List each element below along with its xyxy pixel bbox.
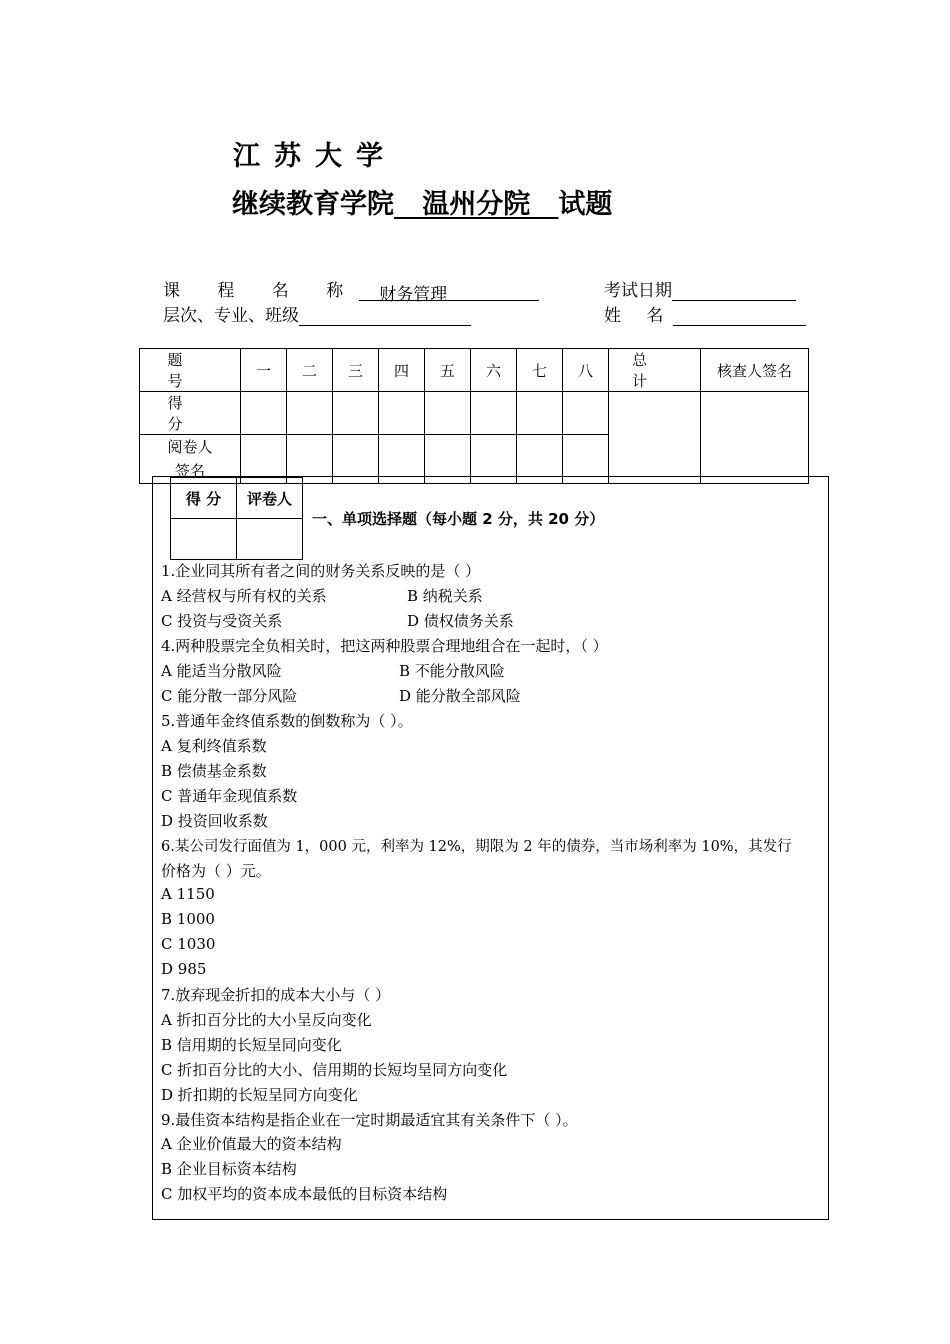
option: D 投资回收系数	[161, 812, 268, 830]
section-grader-label: 评卷人	[237, 478, 303, 519]
col-header: 八	[563, 349, 609, 392]
exam-title	[232, 182, 612, 221]
score-cell[interactable]	[287, 392, 333, 435]
option: B 1000	[161, 910, 215, 928]
question-text: 5.普通年金终值系数的倒数称为（ ）。	[161, 712, 413, 730]
question-text-cont: 价格为（ ）元。	[161, 862, 271, 880]
col-header: 五	[425, 349, 471, 392]
branch-name	[394, 189, 558, 220]
label-score: 得 分	[140, 392, 241, 435]
question-text: 7.放弃现金折扣的成本大小与（ ）	[161, 986, 391, 1004]
col-header: 三	[333, 349, 379, 392]
option: D 能分散全部风险	[399, 687, 521, 705]
question-text: 4.两种股票完全负相关时，把这两种股票合理地组合在一起时，（ ）	[161, 637, 608, 655]
branch-text: 温州分院	[422, 189, 531, 220]
name-field[interactable]	[673, 305, 806, 326]
checker-header: 核查人签名	[701, 349, 809, 392]
option: B 纳税关系	[407, 587, 483, 605]
section-title: 一、单项选择题（每小题 2 分，共 20 分）	[312, 510, 605, 528]
option: B 不能分散风险	[399, 662, 505, 680]
class-field[interactable]	[299, 305, 471, 326]
name-line	[604, 301, 806, 326]
score-cell[interactable]	[425, 392, 471, 435]
section-grader-table	[170, 477, 303, 560]
section-score-label: 得 分	[171, 478, 237, 519]
name-label: 姓 名	[604, 306, 674, 326]
grader-label-line2: 签名	[174, 462, 205, 480]
question-text: 9.最佳资本结构是指企业在一定时期最适宜其有关条件下（ ）。	[161, 1111, 578, 1129]
question-text: 6.某公司发行面值为 1，000 元，利率为 12%，期限为 2 年的债券，当市场利率为 10%，其发行	[161, 839, 792, 855]
label-question-number: 题 号	[140, 349, 241, 392]
exam-suffix: 试题	[558, 189, 613, 220]
option: B 信用期的长短呈同向变化	[161, 1036, 342, 1054]
date-line	[604, 276, 796, 301]
option: C 能分散一部分风险	[161, 687, 298, 705]
option: C 折扣百分比的大小、信用期的长短均呈同方向变化	[161, 1061, 508, 1079]
option: C 普通年金现值系数	[161, 787, 298, 805]
score-cell[interactable]	[563, 392, 609, 435]
university-title: 江苏大学	[233, 141, 397, 172]
col-header: 七	[517, 349, 563, 392]
table-row	[171, 478, 303, 519]
option: D 折扣期的长短呈同方向变化	[161, 1086, 358, 1104]
option: A 经营权与所有权的关系	[161, 587, 327, 605]
col-header: 二	[287, 349, 333, 392]
section-grader-cell[interactable]	[237, 519, 303, 560]
option: A 折扣百分比的大小呈反向变化	[161, 1011, 372, 1029]
table-row	[171, 519, 303, 560]
total-header: 总 计	[609, 349, 701, 392]
grader-label-line1: 阅卷人	[167, 438, 213, 456]
option: A 1150	[161, 885, 215, 903]
option: C 1030	[161, 935, 216, 953]
option: C 加权平均的资本成本最低的目标资本结构	[161, 1185, 448, 1203]
option: A 复利终值系数	[161, 737, 267, 755]
table-row	[140, 349, 809, 392]
class-line	[163, 301, 471, 326]
table-row	[140, 392, 809, 435]
option: B 偿债基金系数	[161, 762, 267, 780]
score-cell[interactable]	[471, 392, 517, 435]
option: D 985	[161, 960, 207, 978]
score-cell[interactable]	[241, 392, 287, 435]
option: A 能适当分散风险	[161, 662, 282, 680]
option: C 投资与受资关系	[161, 612, 283, 630]
course-line	[163, 276, 539, 305]
date-label: 考试日期	[604, 281, 672, 301]
date-field[interactable]	[672, 280, 796, 301]
course-label: 课 程 名 称	[163, 281, 360, 301]
score-cell[interactable]	[379, 392, 425, 435]
col-header: 四	[379, 349, 425, 392]
option: D 债权债务关系	[407, 612, 514, 630]
checker-cell[interactable]	[701, 392, 809, 484]
score-cell[interactable]	[333, 392, 379, 435]
score-table	[139, 348, 809, 484]
option: A 企业价值最大的资本结构	[161, 1135, 342, 1153]
question-text: 1.企业同其所有者之间的财务关系反映的是（ ）	[161, 562, 481, 580]
total-cell[interactable]	[609, 392, 701, 484]
option: B 企业目标资本结构	[161, 1160, 297, 1178]
course-field[interactable]: 财务管理	[359, 280, 539, 301]
col-header: 六	[471, 349, 517, 392]
class-label: 层次、专业、班级	[163, 306, 299, 326]
section-score-cell[interactable]	[171, 519, 237, 560]
college-name: 继续教育学院	[232, 189, 394, 220]
score-cell[interactable]	[517, 392, 563, 435]
col-header: 一	[241, 349, 287, 392]
